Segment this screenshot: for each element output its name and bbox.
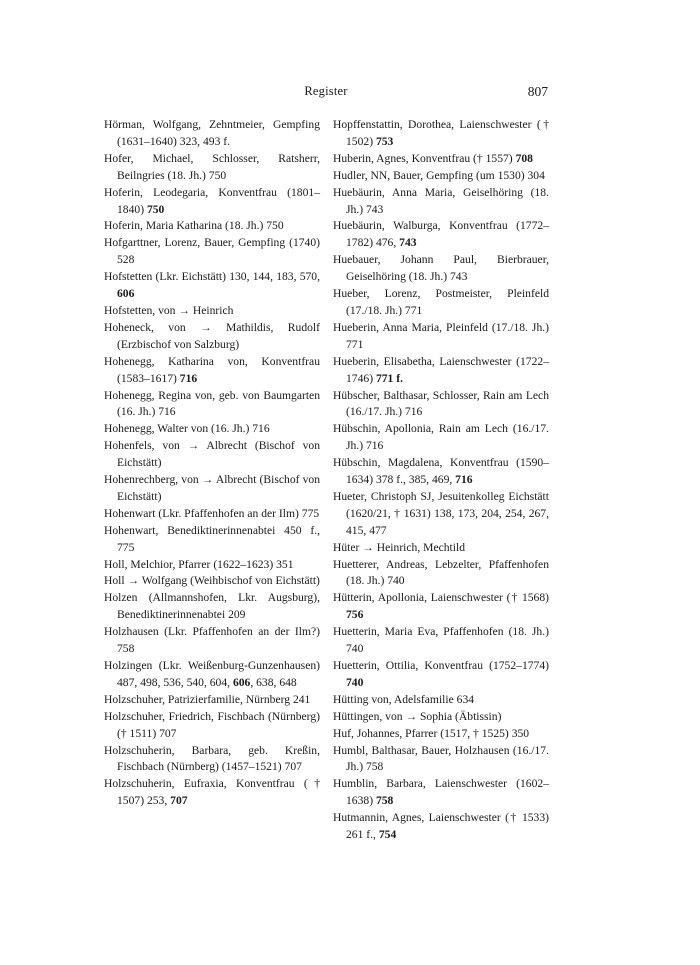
- index-entry: Hüttingen, von → Sophia (Äbtissin): [333, 709, 502, 723]
- index-entry: Hofstetten (Lkr. Eichstätt) 130, 144, 183, 570, 606: [104, 270, 320, 301]
- index-entry: Hohenwart (Lkr. Pfaffenhofen an der Ilm) 775: [104, 506, 320, 520]
- index-entry: Huetterin, Ottilia, Konventfrau (1752–1774) 740: [333, 659, 549, 689]
- index-entry: Holl, Melchior, Pfarrer (1622–1623) 351: [104, 557, 294, 571]
- index-entry: Holl → Wolfgang (Weihbischof von Eichstätt): [104, 574, 320, 588]
- index-entry: Huebäurin, Walburga, Konventfrau (1772–1782) 476, 743: [333, 219, 549, 250]
- index-entry: Hueter, Christoph SJ, Jesuitenkolleg Eichstätt (1620/21, † 1631) 138, 173, 204, 254, 267, 415, 477: [333, 489, 549, 537]
- index-entry: Hütting von, Adelsfamilie 634: [333, 692, 475, 706]
- index-entry: Hütterin, Apollonia, Laienschwester († 1568) 756: [333, 591, 549, 622]
- index-entry: Hutmannin, Agnes, Laienschwester († 1533) 261 f., 754: [333, 811, 549, 842]
- index-entry: Hueberin, Elisabetha, Laienschwester (1722–1746) 771 f.: [333, 354, 549, 385]
- index-entry: Hohenegg, Katharina von, Konventfrau (1583–1617) 716: [104, 354, 320, 385]
- page-number: 807: [527, 84, 548, 99]
- index-entry: Holzschuherin, Eufraxia, Konventfrau († 1507) 253, 707: [104, 777, 320, 808]
- index-entry: Hohenfels, von → Albrecht (Bischof von Eichstätt): [104, 439, 320, 470]
- index-entry: Huf, Johannes, Pfarrer (1517, † 1525) 350: [333, 726, 530, 740]
- index-entry: Hohenegg, Walter von (16. Jh.) 716: [104, 422, 270, 436]
- index-column-left: [104, 117, 320, 810]
- index-entry: Holzschuherin, Barbara, geb. Kreßin, Fischbach (Nürnberg) (1457–1521) 707: [104, 743, 320, 774]
- index-entry: Hueberin, Anna Maria, Pleinfeld (17./18. Jh.) 771: [333, 320, 549, 351]
- index-entry: Hofer, Michael, Schlosser, Ratsherr, Beilngries (18. Jh.) 750: [104, 151, 320, 182]
- index-entry: Hoheneck, von → Mathildis, Rudolf (Erzbischof von Salzburg): [104, 320, 320, 351]
- index-entry: Huebauer, Johann Paul, Bierbrauer, Geiselhöring (18. Jh.) 743: [333, 253, 549, 284]
- index-column-right: [333, 117, 549, 844]
- index-entry: Hohenwart, Benediktinerinnenabtei 450 f., 775: [104, 523, 320, 554]
- index-entry: Huetterin, Maria Eva, Pfaffenhofen (18. Jh.) 740: [333, 625, 549, 656]
- index-entry: Holzen (Allmannshofen, Lkr. Augsburg), Benediktinerinnenabtei 209: [104, 591, 320, 622]
- running-head: [104, 84, 548, 102]
- index-entry: Hörman, Wolfgang, Zehntmeier, Gempfing (1631–1640) 323, 493 f.: [104, 118, 320, 148]
- index-entry: Hoferin, Leodegaria, Konventfrau (1801–1840) 750: [104, 185, 320, 216]
- index-entry: Hofgarttner, Lorenz, Bauer, Gempfing (1740) 528: [104, 236, 320, 267]
- index-entry: Hübscher, Balthasar, Schlosser, Rain am Lech (16./17. Jh.) 716: [333, 388, 549, 419]
- index-entry: Hübschin, Apollonia, Rain am Lech (16./17. Jh.) 716: [333, 422, 549, 453]
- index-entry: Hüter → Heinrich, Mechtild: [333, 540, 466, 554]
- index-entry: Huebäurin, Anna Maria, Geiselhöring (18. Jh.) 743: [333, 185, 549, 216]
- index-entry: Hopffenstattin, Dorothea, Laienschwester († 1502) 753: [333, 118, 549, 148]
- index-entry: Holzhausen (Lkr. Pfaffenhofen an der Ilm?) 758: [104, 625, 320, 656]
- index-entry: Holzschuher, Friedrich, Fischbach (Nürnberg) († 1511) 707: [104, 709, 320, 740]
- index-entry: Humbl, Balthasar, Bauer, Holzhausen (16./17. Jh.) 758: [333, 743, 549, 774]
- index-entry: Holzingen (Lkr. Weißenburg-Gunzenhausen) 487, 498, 536, 540, 604, 606, 638, 648: [104, 659, 320, 689]
- running-title: Register: [304, 84, 348, 98]
- index-entry: Humblin, Barbara, Laienschwester (1602–1638) 758: [333, 777, 549, 808]
- index-entry: Huetterer, Andreas, Lebzelter, Pfaffenhofen (18. Jh.) 740: [333, 557, 549, 588]
- index-entry: Hohenegg, Regina von, geb. von Baumgarten (16. Jh.) 716: [104, 388, 320, 419]
- index-entry: Holzschuher, Patrizierfamilie, Nürnberg 241: [104, 692, 311, 706]
- index-entry: Hueber, Lorenz, Postmeister, Pleinfeld (17./18. Jh.) 771: [333, 287, 549, 317]
- index-entry: Huberin, Agnes, Konventfrau († 1557) 708: [333, 151, 533, 165]
- index-entry: Hudler, NN, Bauer, Gempfing (um 1530) 304: [333, 168, 545, 182]
- index-entry: Hohenrechberg, von → Albrecht (Bischof von Eichstätt): [104, 473, 320, 503]
- index-entry: Hofstetten, von → Heinrich: [104, 303, 234, 317]
- index-entry: Hoferin, Maria Katharina (18. Jh.) 750: [104, 219, 284, 233]
- index-entry: Hübschin, Magdalena, Konventfrau (1590–1634) 378 f., 385, 469, 716: [333, 456, 549, 487]
